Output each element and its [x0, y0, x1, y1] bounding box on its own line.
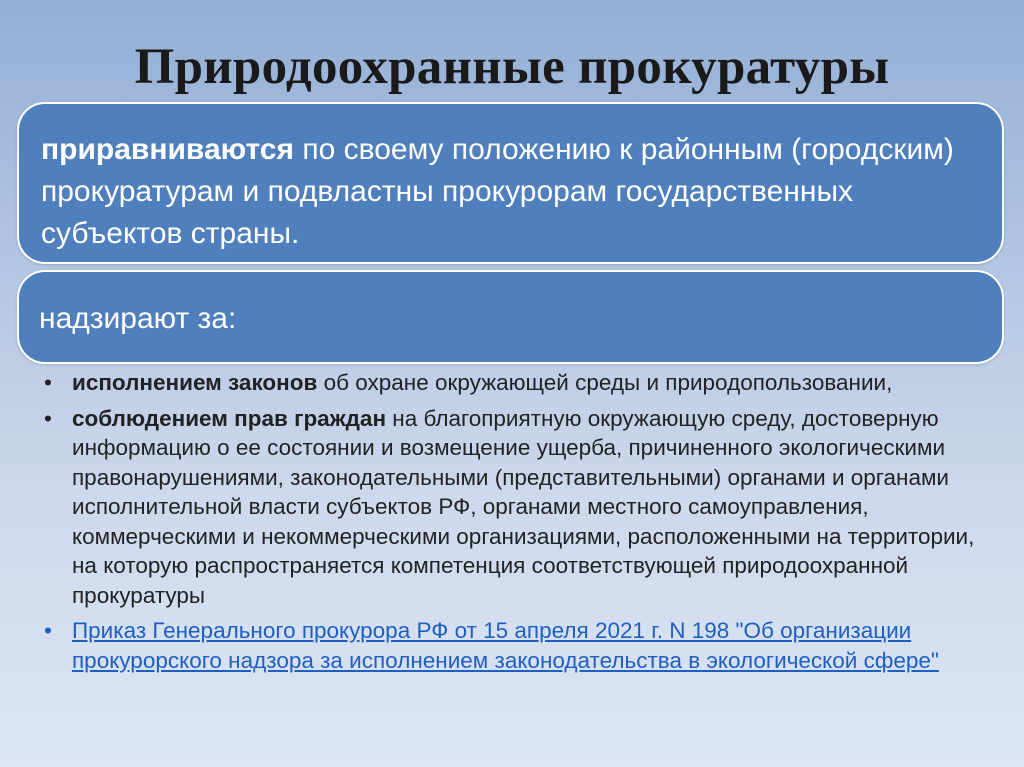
supervision-list [44, 368, 1004, 681]
bullet-icon: • [44, 370, 52, 395]
list-item-bold: исполнением законов [72, 370, 318, 395]
list-item-link [44, 616, 1004, 675]
list-item [44, 404, 1004, 611]
supervision-text: надзирают за: [39, 302, 237, 335]
list-item-text: на благоприятную окружающую среду, достоверную информацию о ее состоянии и возмещение ущерба, причиненного экологическими правонарушениями, законодательными (представительными) органами и органами исполнительной власти субъектов РФ, органами местного самоуправления, коммерческими и некоммерческими организациями, расположенными на территории, на которую распространяется компетенция соответствующей природоохранной прокуратуры [72, 405, 975, 608]
order-link[interactable]: Приказ Генерального прокурора РФ от 15 апреля 2021 г. N 198 "Об организации прокурорского надзора за исполнением законодательства в экологической сфере" [72, 618, 939, 673]
equivalence-box [17, 102, 1004, 264]
supervision-box [17, 270, 1004, 364]
list-item-text: об охране окружающей среды и природопользовании, [317, 370, 893, 395]
equivalence-text: по своему положению к районным (городским) прокуратурам и подвластны прокурорам государственных субъектов страны. [41, 133, 954, 250]
bullet-icon: • [44, 618, 52, 643]
bullet-icon: • [44, 405, 52, 431]
slide-title: Природоохранные прокуратуры [134, 39, 890, 95]
equivalence-bold: приравниваются [41, 133, 294, 166]
list-item [44, 368, 1004, 398]
list-item-bold: соблюдением прав граждан [72, 405, 387, 431]
